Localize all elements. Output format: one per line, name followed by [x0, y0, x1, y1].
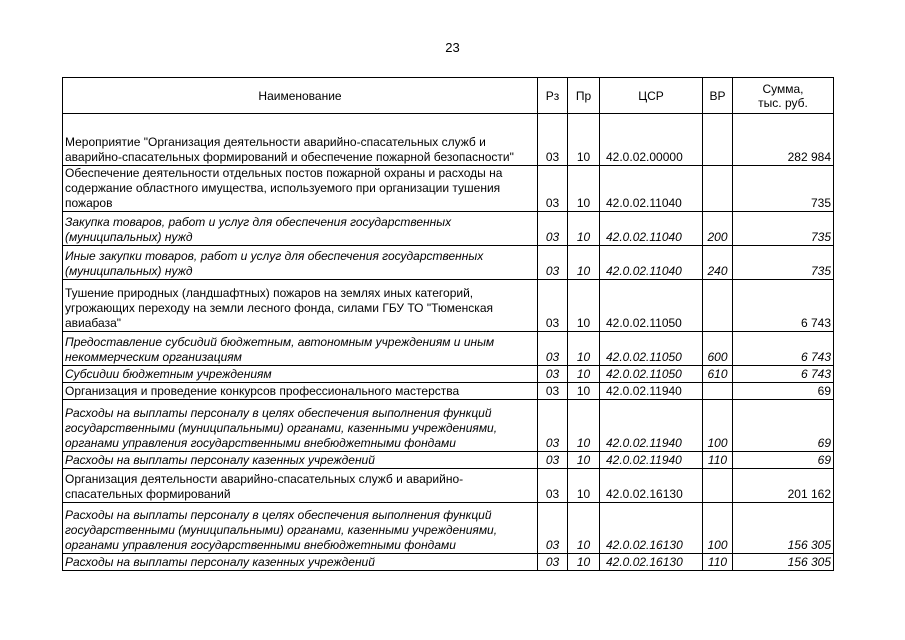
row-name-cell: Иные закупки товаров, работ и услуг для обеспечения государственных (муниципальных) нужд [63, 246, 538, 280]
header-vr: ВР [703, 78, 733, 114]
row-pr-cell: 10 [568, 114, 600, 166]
table-row [63, 469, 834, 503]
row-csr-cell: 42.0.02.16130 [600, 503, 703, 554]
row-sum-cell: 282 984 [733, 114, 834, 166]
header-rz: Рз [538, 78, 568, 114]
row-pr-cell: 10 [568, 383, 600, 400]
row-csr-cell: 42.0.02.11040 [600, 246, 703, 280]
row-sum-cell: 6 743 [733, 366, 834, 383]
row-vr-cell: 100 [703, 503, 733, 554]
row-name-cell: Обеспечение деятельности отдельных постов пожарной охраны и расходы на содержание областного имущества, используемого при организации тушения пожаров [63, 166, 538, 212]
row-rz-cell: 03 [538, 114, 568, 166]
table-row [63, 166, 834, 212]
table-row [63, 400, 834, 452]
row-csr-cell: 42.0.02.11040 [600, 166, 703, 212]
row-rz-cell: 03 [538, 400, 568, 452]
table-row [63, 114, 834, 166]
row-sum-cell: 69 [733, 452, 834, 469]
row-vr-cell: 110 [703, 452, 733, 469]
row-name-cell: Предоставление субсидий бюджетным, автономным учреждениям и иным некоммерческим организациям [63, 332, 538, 366]
row-pr-cell: 10 [568, 400, 600, 452]
row-vr-cell: 100 [703, 400, 733, 452]
row-name-cell: Расходы на выплаты персоналу в целях обеспечения выполнения функций государственными (муниципальными) органами, казенными учреждениями, органами управления государственными внебюджетными фондами [63, 400, 538, 452]
row-name-cell: Организация деятельности аварийно-спасательных служб и аварийно-спасательных формирований [63, 469, 538, 503]
row-rz-cell: 03 [538, 332, 568, 366]
row-csr-cell: 42.0.02.11050 [600, 366, 703, 383]
row-sum-cell: 6 743 [733, 280, 834, 332]
row-name-cell: Субсидии бюджетным учреждениям [63, 366, 538, 383]
row-vr-cell: 110 [703, 554, 733, 571]
budget-table [62, 77, 834, 571]
table-row [63, 554, 834, 571]
row-pr-cell: 10 [568, 503, 600, 554]
row-vr-cell: 200 [703, 212, 733, 246]
row-name-cell: Закупка товаров, работ и услуг для обеспечения государственных (муниципальных) нужд [63, 212, 538, 246]
row-csr-cell: 42.0.02.00000 [600, 114, 703, 166]
header-csr: ЦСР [600, 78, 703, 114]
table-row [63, 212, 834, 246]
header-name: Наименование [63, 78, 538, 114]
row-sum-cell: 69 [733, 400, 834, 452]
row-vr-cell: 240 [703, 246, 733, 280]
row-csr-cell: 42.0.02.16130 [600, 554, 703, 571]
row-sum-cell: 156 305 [733, 554, 834, 571]
table-row [63, 503, 834, 554]
header-sum-line2: тыс. руб. [758, 95, 808, 110]
table-header-row [63, 78, 834, 114]
row-rz-cell: 03 [538, 280, 568, 332]
row-rz-cell: 03 [538, 212, 568, 246]
row-pr-cell: 10 [568, 554, 600, 571]
row-sum-cell: 201 162 [733, 469, 834, 503]
header-pr: Пр [568, 78, 600, 114]
row-sum-cell: 6 743 [733, 332, 834, 366]
page-number: 23 [445, 40, 460, 55]
table-row [63, 366, 834, 383]
row-pr-cell: 10 [568, 166, 600, 212]
table-row [63, 246, 834, 280]
row-name-cell: Расходы на выплаты персоналу казенных учреждений [63, 452, 538, 469]
row-rz-cell: 03 [538, 503, 568, 554]
row-csr-cell: 42.0.02.11040 [600, 212, 703, 246]
row-sum-cell: 735 [733, 212, 834, 246]
row-csr-cell: 42.0.02.11940 [600, 383, 703, 400]
header-sum-line1: Сумма, [762, 81, 804, 96]
table-row [63, 332, 834, 366]
row-name-cell: Расходы на выплаты персоналу в целях обеспечения выполнения функций государственными (муниципальными) органами, казенными учреждениями, органами управления государственными внебюджетными фондами [63, 503, 538, 554]
row-vr-cell [703, 114, 733, 166]
row-rz-cell: 03 [538, 469, 568, 503]
row-pr-cell: 10 [568, 246, 600, 280]
row-pr-cell: 10 [568, 280, 600, 332]
row-vr-cell [703, 166, 733, 212]
row-sum-cell: 69 [733, 383, 834, 400]
table-row [63, 452, 834, 469]
row-vr-cell [703, 280, 733, 332]
row-rz-cell: 03 [538, 246, 568, 280]
row-vr-cell: 600 [703, 332, 733, 366]
row-vr-cell [703, 469, 733, 503]
row-pr-cell: 10 [568, 469, 600, 503]
row-vr-cell: 610 [703, 366, 733, 383]
row-csr-cell: 42.0.02.16130 [600, 469, 703, 503]
row-pr-cell: 10 [568, 366, 600, 383]
row-sum-cell: 735 [733, 246, 834, 280]
row-name-cell: Расходы на выплаты персоналу казенных учреждений [63, 554, 538, 571]
table-row [63, 383, 834, 400]
row-rz-cell: 03 [538, 366, 568, 383]
row-pr-cell: 10 [568, 332, 600, 366]
row-rz-cell: 03 [538, 166, 568, 212]
row-rz-cell: 03 [538, 452, 568, 469]
row-sum-cell: 735 [733, 166, 834, 212]
row-name-cell: Организация и проведение конкурсов профессионального мастерства [63, 383, 538, 400]
row-name-cell: Мероприятие "Организация деятельности аварийно-спасательных служб и аварийно-спасательных формирований и обеспечение пожарной безопасности" [63, 114, 538, 166]
row-rz-cell: 03 [538, 554, 568, 571]
row-csr-cell: 42.0.02.11940 [600, 400, 703, 452]
row-csr-cell: 42.0.02.11050 [600, 280, 703, 332]
row-pr-cell: 10 [568, 212, 600, 246]
row-vr-cell [703, 383, 733, 400]
table-body [63, 114, 834, 571]
header-sum [733, 78, 834, 114]
row-name-cell: Тушение природных (ландшафтных) пожаров на землях иных категорий, угрожающих переходу на земли лесного фонда, силами ГБУ ТО "Тюменская авиабаза" [63, 280, 538, 332]
row-csr-cell: 42.0.02.11940 [600, 452, 703, 469]
row-sum-cell: 156 305 [733, 503, 834, 554]
row-csr-cell: 42.0.02.11050 [600, 332, 703, 366]
row-rz-cell: 03 [538, 383, 568, 400]
row-pr-cell: 10 [568, 452, 600, 469]
table-row [63, 280, 834, 332]
